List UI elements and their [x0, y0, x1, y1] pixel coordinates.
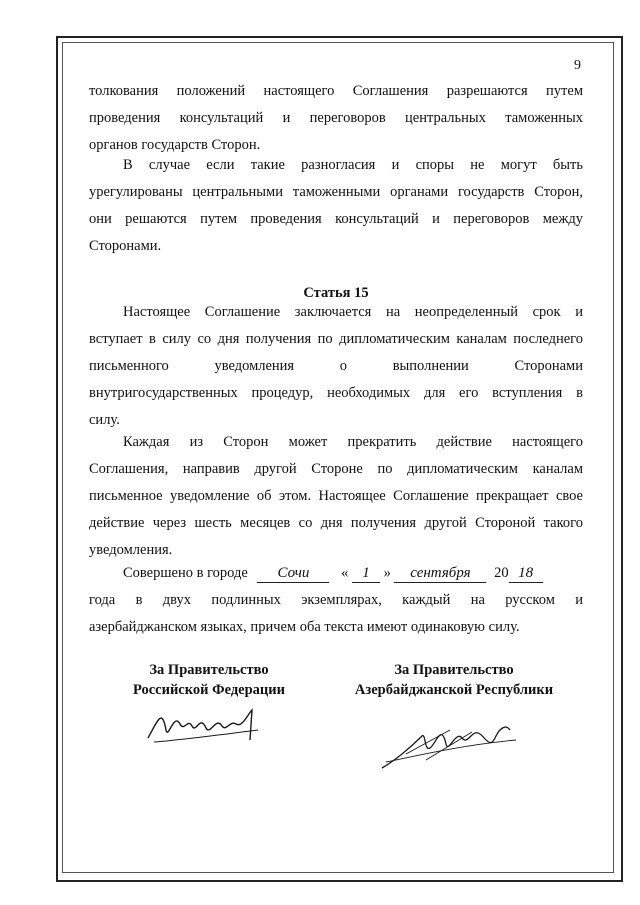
text-line: органов государств Сторон.	[89, 137, 261, 153]
page-number: 9	[574, 58, 581, 73]
paragraph-termination	[89, 429, 583, 564]
paragraph-disputes	[89, 152, 583, 260]
signatory-label: За Правительство	[149, 662, 269, 678]
signatory-label: За Правительство	[394, 662, 514, 678]
done-line	[89, 560, 583, 587]
signatory-country: Азербайджанской Республики	[354, 682, 554, 698]
city-field: Сочи	[257, 564, 329, 583]
text-line: они решаются путем проведения консультаций и переговоров между	[89, 211, 583, 227]
text-line: действие через шесть месяцев со дня получения другой Стороной такого	[89, 515, 583, 531]
text-line: азербайджанском языках, причем оба текста имеют одинаковую силу.	[89, 619, 520, 635]
signatory-country: Российской Федерации	[132, 682, 285, 698]
signature-block-azerbaijan	[334, 660, 574, 700]
year-field: 18	[509, 564, 543, 583]
year-prefix: 20	[494, 565, 509, 581]
text-line: Соглашения, направив другой Стороне по дипломатическим каналам	[89, 461, 583, 477]
text-line: урегулированы центральными таможенными органами государств Сторон,	[89, 184, 583, 200]
text-line: вступает в силу со дня получения по дипломатическим каналам последнего	[89, 331, 583, 347]
text-line: года в двух подлинных экземплярах, каждый на русском и	[89, 592, 583, 608]
text-line: Сторонами.	[89, 238, 162, 254]
signature-azerbaijan	[376, 716, 526, 776]
paragraph-done-at	[89, 560, 583, 641]
text-line: Настоящее Соглашение заключается на неопределенный срок и	[123, 304, 583, 320]
article-title: Статья 15	[303, 285, 369, 301]
text-line: В случае если такие разногласия и споры не могут быть	[123, 157, 583, 173]
quote-open: «	[341, 565, 349, 581]
text-line: внутригосударственных процедур, необходимых для его вступления в	[89, 385, 583, 401]
text-line: проведения консультаций и переговоров центральных таможенных	[89, 110, 583, 126]
text-line: силу.	[89, 412, 120, 428]
signature-block-russia	[104, 660, 314, 700]
month-field: сентября	[394, 564, 486, 583]
text-line: письменного уведомления о выполнении Сторонами	[89, 358, 583, 374]
quote-close: »	[383, 565, 391, 581]
text-line: письменное уведомление об этом. Настоящее Соглашение прекращает свое	[89, 488, 583, 504]
paragraph-entry-into-force	[89, 299, 583, 434]
signature-russia	[140, 700, 270, 750]
done-prefix: Совершено в городе	[123, 565, 248, 581]
text-line: уведомления.	[89, 542, 173, 558]
day-field: 1	[352, 564, 380, 583]
text-line: Каждая из Сторон может прекратить действие настоящего	[123, 434, 583, 450]
text-line: толкования положений настоящего Соглашения разрешаются путем	[89, 83, 583, 99]
paragraph-continuation	[89, 78, 583, 159]
